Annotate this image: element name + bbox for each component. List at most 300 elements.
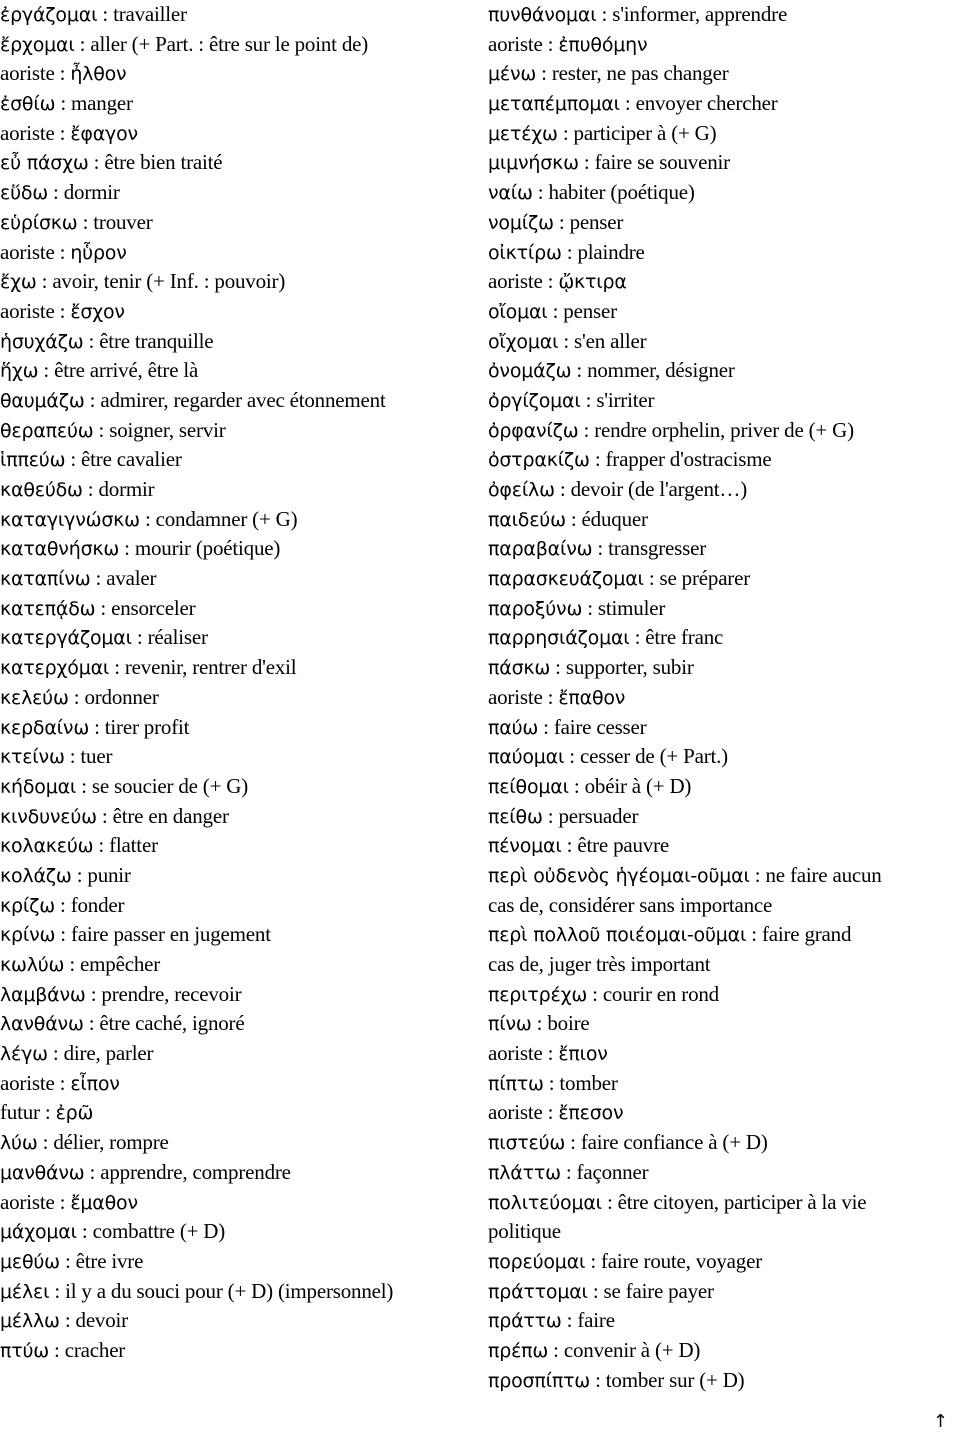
french-definition: tuer xyxy=(80,744,113,769)
greek-term: aoriste : ἔπαθον xyxy=(488,684,626,709)
french-definition: faire route, voyager xyxy=(601,1248,763,1273)
separator: : xyxy=(139,506,156,531)
french-definition: combattre (+ D) xyxy=(92,1219,226,1244)
greek-term: καταπίνω xyxy=(0,568,91,591)
vocabulary-entry xyxy=(488,148,960,178)
vocabulary-entry xyxy=(488,1277,960,1307)
greek-term: οἰκτίρω xyxy=(488,241,562,264)
greek-term: κήδομαι xyxy=(0,775,77,798)
vocabulary-entry xyxy=(488,1128,960,1158)
greek-term: παραβαίνω xyxy=(488,538,593,561)
separator: : xyxy=(580,387,597,412)
separator: : xyxy=(49,1278,66,1303)
vocabulary-entry xyxy=(488,950,960,980)
separator: : xyxy=(578,417,595,442)
greek-term: πιστεύω xyxy=(488,1132,566,1155)
vocabulary-entry xyxy=(0,416,500,446)
greek-term: μανθάνω xyxy=(0,1161,85,1184)
vocabulary-entry xyxy=(0,1069,500,1099)
greek-term: οἴομαι xyxy=(488,300,548,323)
french-definition: mourir (poétique) xyxy=(134,536,281,561)
separator: : xyxy=(643,566,660,591)
separator: : xyxy=(571,358,588,383)
french-definition: avaler xyxy=(106,566,157,591)
greek-term: νομίζω xyxy=(488,211,554,234)
separator: : xyxy=(109,655,125,680)
separator: : xyxy=(65,447,82,472)
greek-term: πράττω xyxy=(488,1310,562,1333)
separator: : xyxy=(532,180,549,205)
french-definition: être en danger xyxy=(112,803,229,828)
separator: : xyxy=(74,31,91,56)
greek-term: μέλλω xyxy=(0,1310,60,1333)
french-definition: rester, ne pas changer xyxy=(551,61,729,86)
greek-term: οἴχομαι xyxy=(488,330,559,353)
vocabulary-entry xyxy=(488,208,960,238)
right-vocabulary-column xyxy=(488,0,960,1395)
separator: : xyxy=(531,1011,548,1036)
vocabulary-entry xyxy=(0,0,500,30)
greek-term: ὀρφανίζω xyxy=(488,419,579,442)
vocabulary-entry xyxy=(488,742,960,772)
separator: : xyxy=(47,1041,64,1066)
french-definition: penser xyxy=(569,209,624,234)
separator: : xyxy=(84,1159,101,1184)
french-definition: plaindre xyxy=(577,239,645,264)
greek-term: καταγιγνώσκω xyxy=(0,508,140,531)
greek-term: κατεπᾴδω xyxy=(0,597,96,620)
greek-term: ἔρχομαι xyxy=(0,33,75,56)
greek-term: πείθω xyxy=(488,805,543,828)
separator: : xyxy=(564,744,580,769)
greek-term: aoriste : ἔμαθον xyxy=(0,1189,138,1214)
greek-term: παύω xyxy=(488,716,539,739)
greek-term: περὶ πολλοῦ ποιέομαι-οῦμαι xyxy=(488,924,747,947)
french-definition: supporter, subir xyxy=(565,655,694,680)
separator: : xyxy=(84,387,101,412)
greek-term: πυνθάνομαι xyxy=(488,4,597,26)
greek-term: μένω xyxy=(488,63,537,86)
separator: : xyxy=(585,1248,602,1273)
french-definition: faire passer en jugement xyxy=(70,922,271,947)
separator: : xyxy=(68,684,85,709)
separator: : xyxy=(89,714,105,739)
separator: : xyxy=(88,150,105,175)
separator: : xyxy=(64,952,81,976)
vocabulary-entry xyxy=(488,1009,960,1039)
vocabulary-entry xyxy=(488,1217,960,1247)
vocabulary-entry xyxy=(488,267,960,297)
greek-term: aoriste : ἔπιον xyxy=(488,1041,608,1066)
vocabulary-entry xyxy=(0,713,500,743)
french-definition: délier, rompre xyxy=(53,1130,169,1155)
french-definition: devoir (de l'argent…) xyxy=(570,477,748,501)
french-definition: réaliser xyxy=(147,625,208,650)
separator: : xyxy=(59,1248,76,1273)
french-definition: obéir à (+ D) xyxy=(584,773,692,798)
vocabulary-entry xyxy=(488,59,960,89)
french-definition: frapper d'ostracisme xyxy=(605,447,772,472)
french-definition: cas de, considérer sans importance xyxy=(488,892,773,917)
french-definition: tomber sur (+ D) xyxy=(605,1367,745,1392)
greek-term: ἱππεύω xyxy=(0,449,66,472)
vocabulary-entry xyxy=(488,119,960,149)
separator: : xyxy=(83,328,100,353)
greek-term: ἥχω xyxy=(0,360,39,383)
vocabulary-entry xyxy=(0,327,500,357)
vocabulary-entry xyxy=(0,30,500,60)
vocabulary-entry xyxy=(0,802,500,832)
vocabulary-entry xyxy=(0,920,500,950)
vocabulary-entry xyxy=(488,416,960,446)
french-definition: dormir xyxy=(63,180,120,205)
greek-term: ὀνομάζω xyxy=(488,360,572,383)
vocabulary-entry xyxy=(0,1009,500,1039)
separator: : xyxy=(36,269,53,294)
french-definition: envoyer chercher xyxy=(635,91,778,116)
vocabulary-entry xyxy=(488,980,960,1010)
vocabulary-entry xyxy=(0,148,500,178)
french-definition: prendre, recevoir xyxy=(101,981,242,1006)
french-definition: être franc xyxy=(645,625,724,650)
separator: : xyxy=(560,1159,577,1184)
separator: : xyxy=(548,1337,564,1362)
vocabulary-entry xyxy=(0,59,500,89)
french-definition: façonner xyxy=(576,1159,649,1184)
french-definition: avoir, tenir (+ Inf. : pouvoir) xyxy=(52,269,286,294)
french-definition: tirer profit xyxy=(104,714,190,739)
separator: : xyxy=(550,655,566,680)
vocabulary-entry xyxy=(0,623,500,653)
french-definition: aller (+ Part. : être sur le point de) xyxy=(90,31,369,56)
greek-term: κατεργάζομαι xyxy=(0,627,132,650)
separator: : xyxy=(749,862,766,887)
separator: : xyxy=(592,536,609,561)
vocabulary-entry xyxy=(488,1336,960,1366)
french-definition: travailler xyxy=(113,2,187,26)
vocabulary-entry xyxy=(488,89,960,119)
greek-term: πίπτω xyxy=(488,1072,544,1095)
separator: : xyxy=(619,91,636,116)
vocabulary-entry xyxy=(488,1188,960,1218)
separator: : xyxy=(77,209,94,234)
vocabulary-entry xyxy=(0,861,500,891)
separator: : xyxy=(82,477,99,501)
greek-term: θαυμάζω xyxy=(0,389,85,412)
greek-term: πτύω xyxy=(0,1339,49,1362)
french-definition: convenir à (+ D) xyxy=(563,1337,701,1362)
greek-term: κρίζω xyxy=(0,894,55,917)
vocabulary-entry xyxy=(488,0,960,30)
french-definition: devoir xyxy=(75,1308,128,1333)
french-definition: dire, parler xyxy=(63,1041,154,1066)
french-definition: se préparer xyxy=(659,566,751,591)
separator: : xyxy=(76,773,92,798)
separator: : xyxy=(547,298,564,323)
french-definition: transgresser xyxy=(608,536,707,561)
greek-term: aoriste : εἶπον xyxy=(0,1070,120,1095)
greek-term: πάσκω xyxy=(488,657,551,680)
french-definition: manger xyxy=(71,91,133,116)
separator: : xyxy=(538,714,554,739)
vocabulary-entry xyxy=(488,475,960,505)
greek-term: παροξύνω xyxy=(488,597,583,620)
vocabulary-entry xyxy=(0,89,500,119)
separator: : xyxy=(587,981,603,1006)
vocabulary-entry xyxy=(0,238,500,268)
greek-term: λέγω xyxy=(0,1043,48,1066)
greek-term: καταθνήσκω xyxy=(0,538,120,561)
french-definition: habiter (poétique) xyxy=(548,180,695,205)
vocabulary-entry xyxy=(0,1188,500,1218)
greek-term: εὖ πάσχω xyxy=(0,152,89,175)
vocabulary-entry xyxy=(488,623,960,653)
separator: : xyxy=(76,1219,93,1244)
separator: : xyxy=(95,595,112,620)
separator: : xyxy=(558,328,575,353)
french-definition: politique xyxy=(488,1219,561,1244)
french-definition: dormir xyxy=(98,477,155,501)
french-definition: ne faire aucun xyxy=(765,862,882,887)
separator: : xyxy=(543,1070,560,1095)
separator: : xyxy=(557,120,574,145)
greek-term: aoriste : ηὗρον xyxy=(0,239,127,264)
vocabulary-entry xyxy=(0,1277,500,1307)
vocabulary-entry xyxy=(488,1366,960,1396)
french-definition: être arrivé, être là xyxy=(54,358,199,383)
separator: : xyxy=(48,1337,65,1362)
vocabulary-entry xyxy=(0,356,500,386)
vocabulary-entry xyxy=(0,475,500,505)
greek-term: πένομαι xyxy=(488,835,562,858)
greek-term: κωλύω xyxy=(0,954,65,976)
separator: : xyxy=(71,862,88,887)
greek-term: κρίνω xyxy=(0,924,56,947)
vocabulary-entry xyxy=(488,564,960,594)
greek-term: aoriste : ἐπυθόμην xyxy=(488,31,648,56)
french-definition: faire cesser xyxy=(553,714,647,739)
vocabulary-entry xyxy=(0,950,500,980)
vocabulary-entry xyxy=(488,1069,960,1099)
vocabulary-entry xyxy=(488,238,960,268)
greek-term: aoriste : ἦλθον xyxy=(0,61,127,86)
vocabulary-entry xyxy=(488,594,960,624)
greek-term: futur : ἐρῶ xyxy=(0,1100,94,1125)
vocabulary-entry xyxy=(0,1247,500,1277)
french-definition: être tranquille xyxy=(99,328,214,353)
separator: : xyxy=(48,180,64,205)
vocabulary-entry xyxy=(0,1336,500,1366)
greek-term: κτείνω xyxy=(0,746,65,769)
greek-term: παρρησιάζομαι xyxy=(488,627,630,650)
greek-term: προσπίπτω xyxy=(488,1369,591,1392)
vocabulary-entry xyxy=(488,445,960,475)
separator: : xyxy=(55,922,71,947)
greek-term: κινδυνεύω xyxy=(0,805,97,828)
french-definition: il y a du souci pour (+ D) (impersonnel) xyxy=(65,1278,394,1303)
french-definition: faire se souvenir xyxy=(594,150,730,175)
vocabulary-entry xyxy=(0,1217,500,1247)
back-to-top-arrow-icon[interactable]: ↑ xyxy=(932,1411,948,1432)
vocabulary-entry xyxy=(488,356,960,386)
greek-term: κερδαίνω xyxy=(0,716,90,739)
greek-term: μέλει xyxy=(0,1280,50,1303)
greek-term: aoriste : ᾤκτιρα xyxy=(488,269,627,294)
separator: : xyxy=(596,2,613,26)
vocabulary-entry xyxy=(488,861,960,891)
vocabulary-entry xyxy=(488,30,960,60)
french-definition: cesser de (+ Part.) xyxy=(579,744,728,769)
french-definition: empêcher xyxy=(80,952,161,976)
french-definition: ensorceler xyxy=(111,595,196,620)
french-definition: se faire payer xyxy=(603,1278,714,1303)
french-definition: courir en rond xyxy=(602,981,719,1006)
greek-term: πλάττω xyxy=(488,1161,561,1184)
separator: : xyxy=(38,358,55,383)
vocabulary-entry xyxy=(0,208,500,238)
greek-term: λύω xyxy=(0,1132,38,1155)
vocabulary-entry xyxy=(0,742,500,772)
vocabulary-entry xyxy=(488,831,960,861)
french-definition: faire confiance à (+ D) xyxy=(580,1130,768,1155)
separator: : xyxy=(561,1308,578,1333)
greek-term: κατερχόμαι xyxy=(0,657,110,680)
greek-term: περιτρέχω xyxy=(488,983,588,1006)
french-definition: trouver xyxy=(93,209,153,234)
french-definition: ordonner xyxy=(84,684,159,709)
greek-term: πολιτεύομαι xyxy=(488,1191,602,1214)
separator: : xyxy=(96,803,113,828)
french-definition: s'irriter xyxy=(596,387,655,412)
french-definition: être cavalier xyxy=(81,447,182,472)
vocabulary-entry xyxy=(0,594,500,624)
french-definition: condamner (+ G) xyxy=(155,506,298,531)
vocabulary-entry xyxy=(0,505,500,535)
separator: : xyxy=(536,61,552,86)
vocabulary-entry xyxy=(0,1098,500,1128)
separator: : xyxy=(97,2,114,26)
separator: : xyxy=(746,922,762,947)
vocabulary-entry xyxy=(0,564,500,594)
french-definition: apprendre, comprendre xyxy=(100,1159,291,1184)
separator: : xyxy=(542,803,559,828)
french-definition: être citoyen, participer à la vie xyxy=(617,1189,867,1214)
french-definition: soigner, servir xyxy=(109,417,226,442)
vocabulary-entry xyxy=(488,1098,960,1128)
french-definition: nommer, désigner xyxy=(587,358,735,383)
separator: : xyxy=(119,536,135,561)
vocabulary-entry xyxy=(0,445,500,475)
separator: : xyxy=(54,892,71,917)
vocabulary-entry xyxy=(0,772,500,802)
separator: : xyxy=(93,833,110,858)
separator: : xyxy=(568,773,585,798)
french-definition: faire xyxy=(577,1308,615,1333)
vocabulary-entry xyxy=(0,267,500,297)
greek-term: ἐργάζομαι xyxy=(0,4,98,26)
greek-term: ὀστρακίζω xyxy=(488,449,590,472)
vocabulary-entry xyxy=(488,891,960,921)
vocabulary-entry xyxy=(488,327,960,357)
separator: : xyxy=(83,1011,100,1036)
separator: : xyxy=(131,625,148,650)
french-definition: tomber xyxy=(559,1070,618,1095)
vocabulary-entry xyxy=(488,534,960,564)
vocabulary-entry xyxy=(488,772,960,802)
separator: : xyxy=(561,833,578,858)
separator: : xyxy=(561,239,578,264)
greek-term: ἐσθίω xyxy=(0,93,56,116)
greek-term: ἔχω xyxy=(0,271,37,294)
french-definition: cracher xyxy=(64,1337,126,1362)
french-definition: rendre orphelin, priver de (+ G) xyxy=(594,417,854,442)
french-definition: participer à (+ G) xyxy=(573,120,717,145)
french-definition: boire xyxy=(547,1011,590,1036)
separator: : xyxy=(64,744,81,769)
french-definition: se soucier de (+ G) xyxy=(91,773,249,798)
greek-term: μεθύω xyxy=(0,1250,60,1273)
separator: : xyxy=(55,91,72,116)
vocabulary-entry xyxy=(488,1158,960,1188)
separator: : xyxy=(37,1130,54,1155)
separator: : xyxy=(85,981,102,1006)
greek-term: ἡσυχάζω xyxy=(0,330,84,353)
vocabulary-entry xyxy=(0,386,500,416)
vocabulary-entry xyxy=(488,178,960,208)
french-definition: s'informer, apprendre xyxy=(612,2,788,26)
greek-term: aoriste : ἔφαγον xyxy=(0,120,138,145)
greek-term: παύομαι xyxy=(488,746,565,769)
vocabulary-entry xyxy=(0,534,500,564)
greek-term: πορεύομαι xyxy=(488,1250,586,1273)
separator: : xyxy=(589,447,606,472)
greek-term: aoriste : ἔπεσον xyxy=(488,1100,624,1125)
greek-term: ὀφείλω xyxy=(488,479,555,501)
french-definition: admirer, regarder avec étonnement xyxy=(100,387,386,412)
vocabulary-entry xyxy=(0,119,500,149)
greek-term: πρέπω xyxy=(488,1339,549,1362)
greek-term: πείθομαι xyxy=(488,775,569,798)
separator: : xyxy=(553,209,570,234)
french-definition: être bien traité xyxy=(104,150,223,175)
vocabulary-entry xyxy=(488,653,960,683)
greek-term: εὑρίσκω xyxy=(0,211,78,234)
french-definition: stimuler xyxy=(597,595,666,620)
vocabulary-entry xyxy=(488,505,960,535)
vocabulary-entry xyxy=(0,831,500,861)
separator: : xyxy=(59,1308,76,1333)
separator: : xyxy=(565,506,582,531)
vocabulary-entry xyxy=(488,1247,960,1277)
french-definition: revenir, rentrer d'exil xyxy=(124,655,297,680)
greek-term: μεταπέμπομαι xyxy=(488,93,620,116)
vocabulary-entry xyxy=(0,1306,500,1336)
vocabulary-entry xyxy=(0,178,500,208)
separator: : xyxy=(565,1130,581,1155)
greek-term: πίνω xyxy=(488,1013,532,1036)
greek-term: κολακεύω xyxy=(0,835,94,858)
french-definition: persuader xyxy=(558,803,639,828)
vocabulary-entry xyxy=(0,653,500,683)
greek-term: ναίω xyxy=(488,182,533,205)
french-definition: être ivre xyxy=(75,1248,144,1273)
separator: : xyxy=(601,1189,618,1214)
greek-term: θεραπεύω xyxy=(0,419,94,442)
french-definition: penser xyxy=(563,298,617,323)
french-definition: faire grand xyxy=(761,922,852,947)
left-vocabulary-column xyxy=(0,0,500,1366)
vocabulary-entry xyxy=(0,1158,500,1188)
